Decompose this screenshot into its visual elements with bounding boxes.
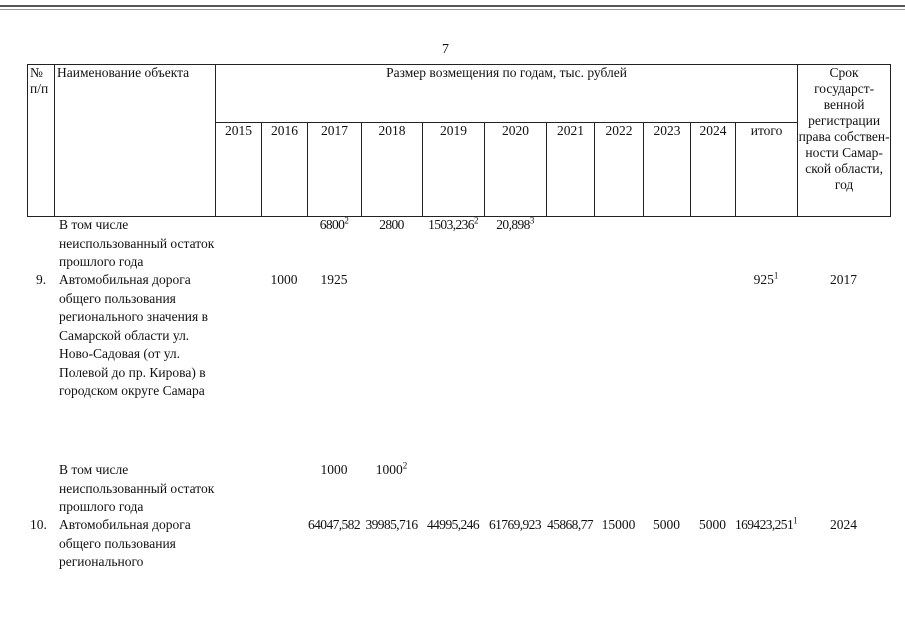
cell-2017: 6800$^2$ — [319, 215, 349, 232]
cell-total: $925^1$ — [753, 270, 779, 287]
table-header — [27, 64, 890, 216]
cell-2022: 15000 — [601, 517, 636, 532]
header-col-term: Срок государст-венной регистрации права собствен-ности Самар-ской области, год — [798, 65, 891, 217]
cell-total: 169423,251$^1$ — [734, 515, 798, 532]
cell-2018: 2800 — [379, 217, 404, 232]
cell-2020: 61769,923 — [489, 517, 541, 532]
cell-2019: 1503,236$^2$ — [428, 215, 478, 232]
table-row — [27, 216, 890, 272]
row-number: 9. — [36, 272, 47, 287]
cell-2017: 1925 — [320, 272, 348, 287]
header-col-amount: Размер возмещения по годам, тыс. рублей — [216, 65, 798, 123]
cell-2017: 64047,582 — [308, 517, 360, 532]
cell-2016: 1000 — [270, 272, 298, 287]
page-number: 7 — [442, 42, 449, 57]
header-col-no: № п/п — [28, 65, 55, 217]
header-year: 2015 — [216, 123, 262, 217]
cell-2017: 1000 — [320, 462, 348, 477]
header-year: 2020 — [485, 123, 547, 217]
row-name: Автомобильная дорога общего пользования регионального значения в Самарской области ул. Ново-Садовая (от ул. Полевой до пр. Кирова) в городском округе Самара — [59, 272, 208, 398]
row-name: Автомобильная дорога общего пользования регионального — [59, 517, 191, 569]
cell-2018: 1000$^2$ — [375, 460, 408, 477]
cell-2018: 39985,716 — [365, 517, 418, 532]
row-name: В том числе неиспользованный остаток прошлого года — [59, 462, 215, 514]
cell-2019: 44995,246 — [427, 517, 479, 532]
cell-term: 2024 — [830, 517, 857, 532]
header-year: 2017 — [308, 123, 362, 217]
header-col-name: Наименование объекта — [55, 65, 216, 217]
header-year: 2018 — [362, 123, 423, 217]
header-year: 2019 — [423, 123, 485, 217]
header-year: 2022 — [595, 123, 644, 217]
cell-2021: 45868,77 — [547, 517, 593, 532]
cell-term: 2017 — [830, 272, 857, 287]
table-row — [27, 516, 890, 576]
header-year: 2024 — [691, 123, 736, 217]
row-number: 10. — [30, 517, 47, 532]
cell-2024: 5000 — [699, 517, 726, 532]
row-name: В том числе неиспользованный остаток прошлого года — [59, 217, 215, 269]
header-total: итого — [736, 123, 798, 217]
scan-top-border-thin — [0, 9, 905, 10]
cell-2023: 5000 — [653, 517, 680, 532]
table-row — [27, 271, 890, 457]
header-year: 2023 — [644, 123, 691, 217]
header-year: 2016 — [262, 123, 308, 217]
header-table — [27, 64, 891, 217]
header-year: 2021 — [547, 123, 595, 217]
table-row — [27, 461, 890, 517]
cell-2020: 20,898$^3$ — [496, 215, 534, 232]
scan-top-border — [0, 5, 905, 7]
